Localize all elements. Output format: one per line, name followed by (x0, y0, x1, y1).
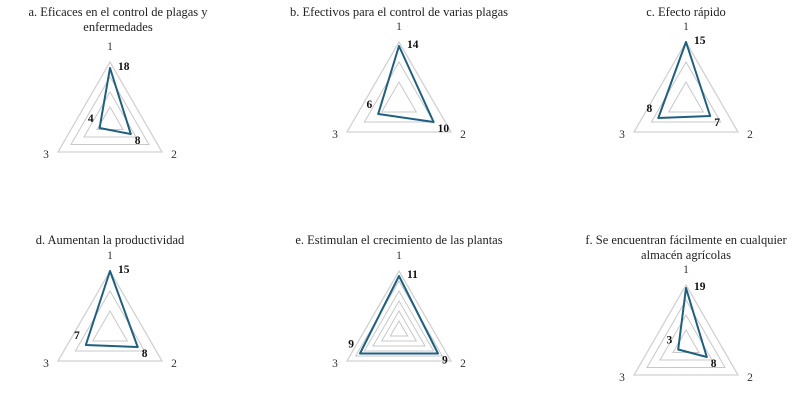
data-label: 14 (407, 39, 419, 51)
panel-title: b. Efectivos para el control de varias plagas (290, 5, 508, 19)
radar-panel-e (295, 233, 502, 370)
axis-label-2: 2 (171, 358, 177, 370)
axis-label-3: 3 (619, 372, 625, 384)
axis-label-1: 1 (396, 21, 402, 33)
data-label: 15 (118, 264, 130, 276)
radar-panel-b (290, 5, 508, 141)
series-line (658, 42, 710, 118)
panel-title: e. Estimulan el crecimiento de las plantas (295, 233, 503, 247)
axis-label-2: 2 (747, 129, 753, 141)
radar-panel-d (36, 233, 185, 370)
axis-label-1: 1 (107, 250, 113, 262)
data-label: 6 (366, 99, 373, 111)
axis-label-2: 2 (460, 358, 466, 370)
axis-label-3: 3 (619, 129, 625, 141)
axis-label-1: 1 (683, 264, 689, 276)
data-label: 11 (407, 269, 418, 281)
series-line (378, 46, 433, 122)
data-label: 10 (437, 123, 450, 135)
grid-ring (673, 330, 699, 353)
grid-ring (347, 42, 451, 132)
data-label: 18 (118, 61, 130, 73)
data-label: 4 (87, 113, 94, 125)
axis-label-3: 3 (332, 129, 338, 141)
data-label: 3 (666, 334, 673, 347)
grid-ring (356, 281, 443, 356)
panel-title: c. Efecto rápido (646, 5, 726, 19)
panel-title: d. Aumentan la productividad (35, 233, 185, 247)
radar-panel-a (28, 5, 208, 161)
panel-title: f. Se encuentran fácilmente en cualquier (585, 233, 787, 247)
radar-panel-f (585, 233, 787, 384)
axis-label-1: 1 (683, 21, 689, 33)
grid-ring (390, 321, 407, 336)
series-line (86, 271, 138, 347)
axis-label-3: 3 (332, 358, 338, 370)
axis-label-2: 2 (747, 372, 753, 384)
panel-title: a. Eficaces en el control de plagas y (28, 5, 208, 19)
data-label: 7 (714, 117, 720, 129)
series-line (678, 288, 707, 357)
grid-ring (634, 42, 738, 132)
grid-ring (364, 62, 433, 122)
data-label: 8 (141, 348, 148, 360)
grid-ring (669, 82, 704, 112)
axis-label-1: 1 (396, 250, 402, 262)
radar-panel-c (619, 5, 753, 141)
axis-label-2: 2 (460, 129, 466, 141)
panel-title: enfermedades (83, 20, 153, 34)
data-label: 8 (710, 358, 717, 370)
data-label: 15 (694, 35, 706, 47)
data-label: 7 (74, 330, 80, 342)
axis-label-3: 3 (43, 358, 49, 370)
data-label: 19 (694, 281, 706, 293)
series-line (360, 276, 438, 354)
grid-ring (93, 311, 128, 341)
axis-label-2: 2 (171, 149, 177, 161)
data-label: 8 (646, 103, 653, 115)
data-label: 8 (134, 135, 141, 147)
panel-title: almacén agrícolas (641, 248, 731, 262)
data-label: 9 (442, 354, 448, 367)
axis-label-1: 1 (107, 41, 113, 53)
axis-label-3: 3 (43, 149, 49, 161)
data-label: 9 (348, 338, 354, 351)
